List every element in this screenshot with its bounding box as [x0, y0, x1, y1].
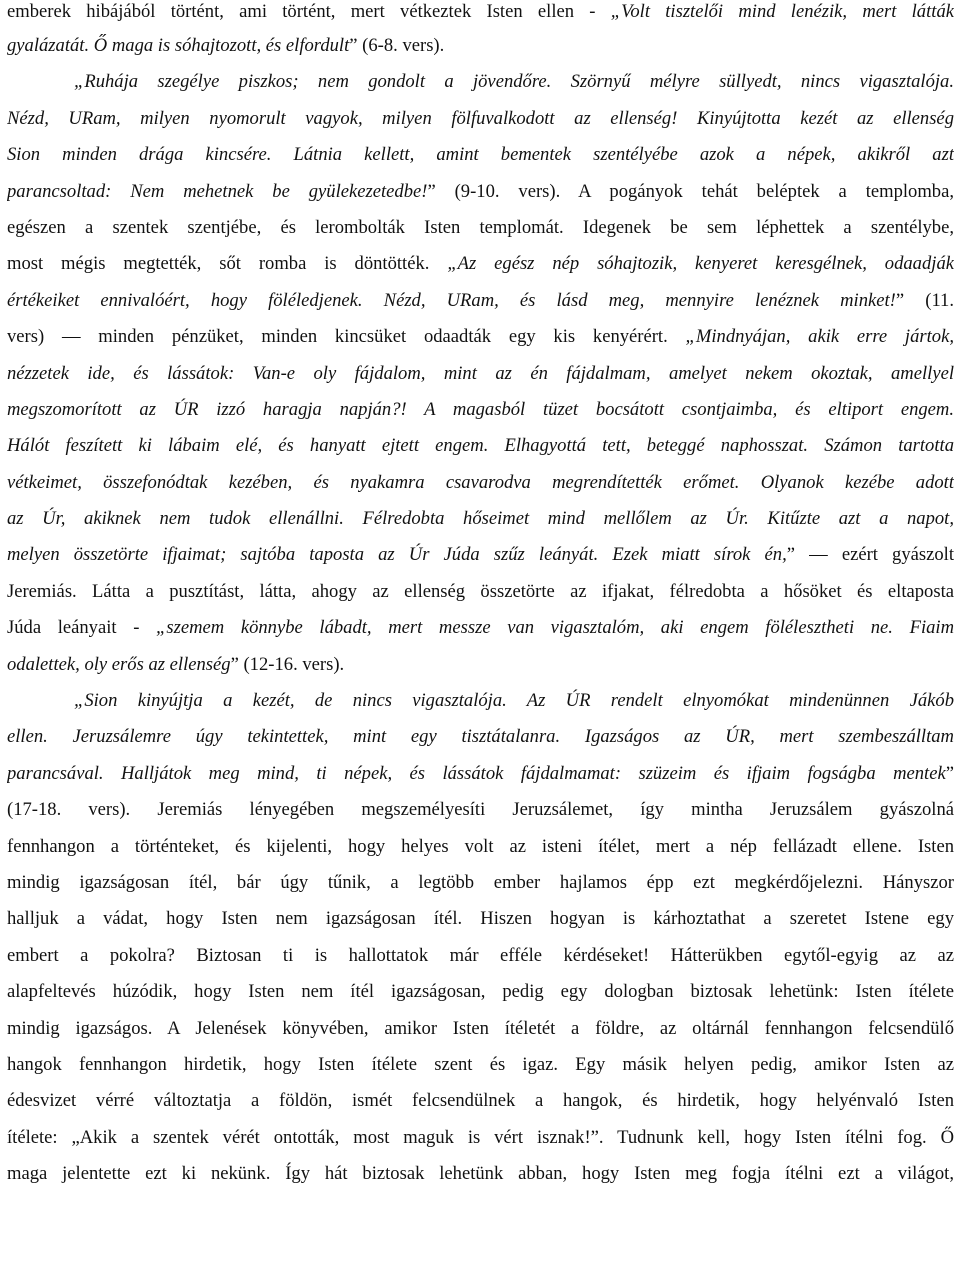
italic-quote-text: az Úr, akiknek nem tudok ellenállni. Félredobta hőseimet mind mellőlem az Úr. Kitűzte azt a napot, — [7, 508, 954, 530]
body-text: édesvizet vérré változtatja a földön, ismét felcsendülnek a hangok, és hirdetik, hogy helyénvaló Isten — [7, 1090, 954, 1112]
text-line — [7, 28, 954, 64]
body-text: ” (12-16. vers). — [230, 653, 345, 675]
italic-quote-text: nézzetek ide, és lássátok: Van-e oly fájdalom, mint az én fájdalmam, amelyet nekem okoztak, amellyel — [7, 362, 954, 384]
text-line — [7, 246, 954, 282]
text-line — [7, 792, 954, 828]
text-line — [7, 319, 954, 355]
text-line — [7, 174, 954, 210]
text-line — [7, 1120, 954, 1156]
body-text: emberek hibájából történt, ami történt, mert vétkeztek Isten ellen - — [7, 1, 611, 22]
body-text: halljuk a vádat, hogy Isten nem igazságosan ítél. Hiszen hogyan is kárhoztathat a szeretet Istene egy — [7, 908, 954, 930]
italic-quote-text: megszomorított az ÚR izzó haragja napján?! A magasból tüzet bocsátott csontjaimba, és eltiport engem. — [7, 398, 954, 420]
body-text: mindig igazságosan ítél, bár úgy tűnik, a legtöbb ember hajlamos épp ezt megkérdőjelezni. Hányszor — [7, 871, 954, 893]
italic-quote-text: „Ruhája szegélye piszkos; nem gondolt a jövendőre. Szörnyű mélyre süllyedt, nincs vigasztalója. — [74, 71, 954, 93]
italic-quote-text: „Mindnyájan, akik erre jártok, — [685, 326, 954, 348]
text-line — [7, 1156, 954, 1192]
text-line — [7, 101, 954, 137]
italic-quote-text: ellen. Jeruzsálemre úgy tekintettek, mint egy tisztátalanra. Igazságos az ÚR, mert szembeszálltam — [7, 726, 954, 748]
italic-quote-text: értékeiket ennivalóért, hogy föléledjenek. Nézd, URam, és lásd meg, mennyire lenéznek minket! — [7, 289, 896, 311]
document-page — [7, 0, 954, 1261]
italic-quote-text: parancsoltad: Nem mehetnek be gyülekezetedbe! — [7, 180, 428, 202]
italic-quote-text: Nézd, URam, milyen nyomorult vagyok, milyen fölfuvalkodott az ellenség! Kinyújtotta kezét az ellenség — [7, 107, 954, 129]
italic-quote-text: parancsával. Halljátok meg mind, ti népek, és lássátok fájdalmamat: szüzeim és ifjaim fogságba mentek — [7, 762, 946, 784]
italic-quote-text: Sion minden drága kincsére. Látnia kellett, amint bementek szentélyébe azok a népek, akikről azt — [7, 144, 954, 166]
body-text: alapfeltevés húzódik, hogy Isten nem ítél igazságosan, pedig egy dologban biztosak lehetünk: Isten ítélete — [7, 981, 954, 1003]
body-text: ” — [945, 762, 954, 784]
paragraph-1 — [7, 0, 954, 683]
body-text: vers) ― minden pénzüket, minden kincsüket odaadták egy kis kenyérért. — [7, 326, 686, 348]
text-line — [7, 756, 954, 792]
text-line — [7, 465, 954, 501]
text-line — [7, 64, 954, 100]
italic-quote-text: „Sion kinyújtja a kezét, de nincs vigasztalója. Az ÚR rendelt elnyomókat mindenünnen Jákób — [74, 690, 954, 712]
text-line — [7, 610, 954, 646]
text-line — [7, 537, 954, 573]
text-line — [7, 356, 954, 392]
text-line — [7, 0, 954, 28]
text-line — [7, 974, 954, 1010]
body-text: ” (6-8. vers). — [349, 35, 445, 56]
body-text: ” ― ezért gyászolt — [786, 544, 954, 566]
italic-quote-text: odalettek, oly erős az ellenség — [7, 653, 231, 675]
text-line — [7, 428, 954, 464]
text-line — [7, 501, 954, 537]
text-line — [7, 829, 954, 865]
text-line — [7, 1083, 954, 1119]
italic-quote-text: „Az egész nép sóhajtozik, kenyeret keresgélnek, odaadják — [447, 253, 954, 275]
text-line — [7, 719, 954, 755]
body-text: egészen a szentek szentjébe, és lerombolták Isten templomát. Idegenek be sem léphettek a szentélybe, — [7, 216, 954, 238]
text-line — [7, 1047, 954, 1083]
body-text: most mégis megtették, sőt romba is döntötték. — [7, 253, 448, 275]
italic-quote-text: vétkeimet, összefonódtak kezében, és nyakamra csavarodva megrendítették erőmet. Olyanok kezébe adott — [7, 471, 954, 493]
body-text: embert a pokolra? Biztosan ti is hallottatok már efféle kérdéseket! Hátterükben egytől-egyig az az — [7, 944, 954, 966]
body-text: ítélete: „Akik a szentek vérét ontották, most maguk is vért isznak!”. Tudnunk kell, hogy Isten ítélni fog. Ő — [7, 1126, 954, 1148]
body-text: hangok fennhangon hirdetik, hogy Isten ítélete szent és igaz. Egy másik helyen pedig, amikor Isten az — [7, 1053, 954, 1075]
body-text: (17-18. vers). Jeremiás lényegében megszemélyesíti Jeruzsálemet, így mintha Jeruzsálem gyászolná — [7, 799, 954, 821]
text-line — [7, 137, 954, 173]
text-line — [7, 1011, 954, 1047]
paragraph-2 — [7, 683, 954, 1192]
text-line — [7, 574, 954, 610]
italic-quote-text: „szemem könnybe lábadt, mert messze van vigasztalóm, aki engem fölélesztheti ne. Fiaim — [156, 617, 954, 639]
text-line — [7, 938, 954, 974]
body-text: ” (11. — [895, 289, 954, 311]
italic-quote-text: Hálót feszített ki lábaim elé, és hanyatt ejtett engem. Elhagyottá tett, beteggé naphosszat. Számon tartotta — [7, 435, 954, 457]
italic-quote-text: „Volt tisztelői mind lenézik, mert látták — [610, 1, 954, 22]
body-text: maga jelentette ezt ki nekünk. Így hát biztosak lehetünk abban, hogy Isten meg fogja ítélni ezt a világot, — [7, 1163, 954, 1185]
text-line — [7, 683, 954, 719]
italic-quote-text: gyalázatát. Ő maga is sóhajtozott, és elfordult — [7, 35, 350, 56]
text-line — [7, 865, 954, 901]
body-text: ” (9-10. vers). A pogányok tehát beléptek a templomba, — [427, 180, 954, 202]
text-line — [7, 392, 954, 428]
body-text: mindig igazságos. A Jelenések könyvében, amikor Isten ítéletét a földre, az oltárnál fennhangon felcsendülő — [7, 1017, 954, 1039]
body-text: fennhangon a történteket, és kijelenti, hogy helyes volt az isteni ítélet, mert a nép fellázadt ellene. Isten — [7, 835, 954, 857]
body-text: Júda leányait - — [7, 617, 157, 639]
text-line — [7, 647, 954, 683]
text-line — [7, 283, 954, 319]
text-line — [7, 901, 954, 937]
body-text: Jeremiás. Látta a pusztítást, látta, ahogy az ellenség összetörte az ifjakat, félredobta a hősöket és eltaposta — [7, 580, 954, 602]
italic-quote-text: melyen összetörte ifjaimat; sajtóba taposta az Úr Júda szűz leányát. Ezek miatt sírok én, — [7, 544, 787, 566]
text-line — [7, 210, 954, 246]
